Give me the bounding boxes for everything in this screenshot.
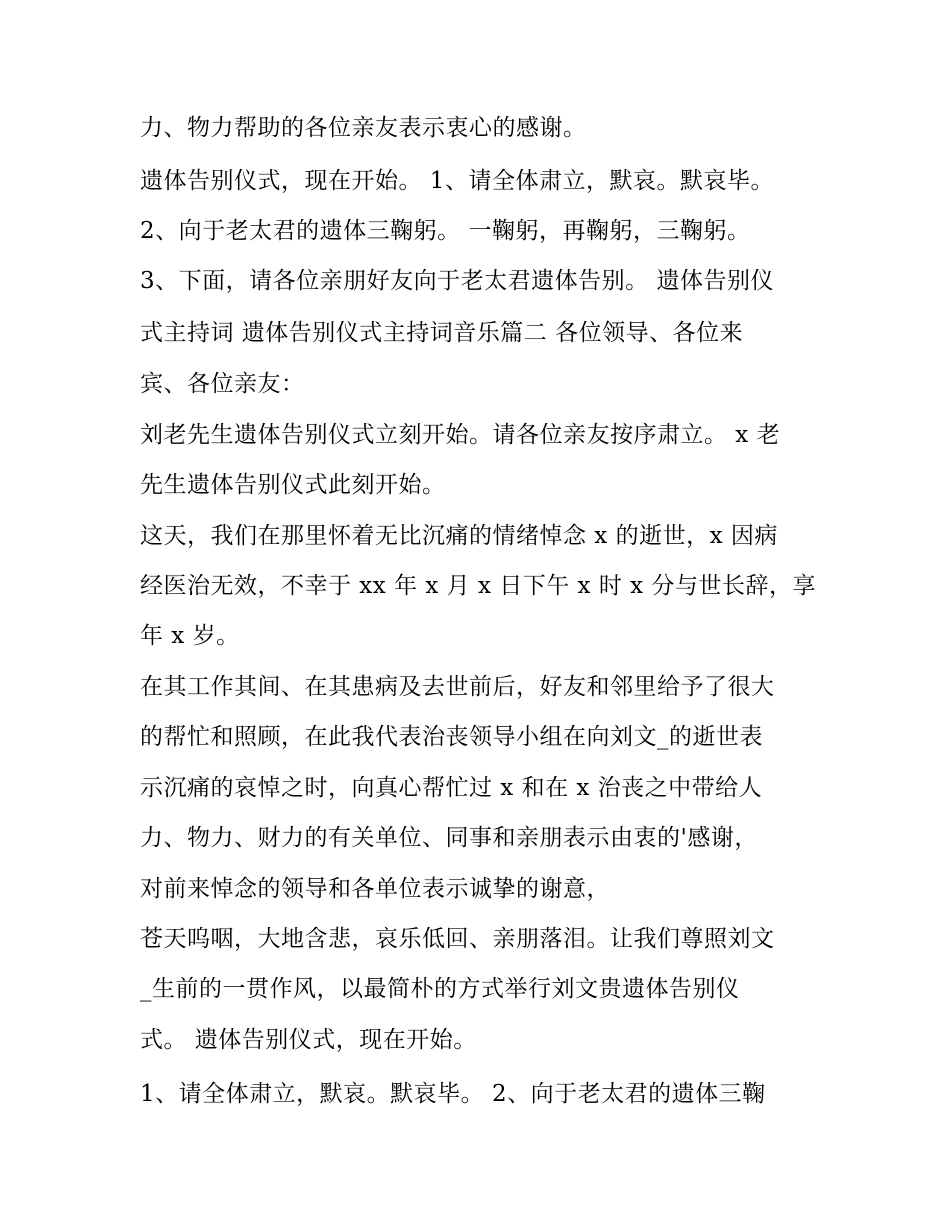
text-line: 的帮忙和照顾，在此我代表治丧领导小组在向刘文_的逝世表: [140, 724, 763, 750]
text-line: 2、向于老太君的遗体三鞠躬。 一鞠躬，再鞠躬，三鞠躬。: [140, 218, 751, 244]
text-line: 力、物力、财力的有关单位、同事和亲朋表示由衷的'感谢，: [140, 825, 758, 851]
text-line: 苍天呜咽，大地含悲，哀乐低回、亲朋落泪。让我们尊照刘文: [140, 926, 775, 952]
text-line: 先生遗体告别仪式此刻开始。: [140, 472, 446, 498]
text-line: 1、请全体肃立，默哀。默哀毕。 2、向于老太君的遗体三鞠: [140, 1081, 766, 1107]
text-line: 这天，我们在那里怀着无比沉痛的情绪悼念 x 的逝世，x 因病: [140, 523, 778, 549]
text-line: 刘老先生遗体告别仪式立刻开始。请各位亲友按序肃立。 x 老: [140, 422, 781, 448]
text-line: 力、物力帮助的各位亲友表示衷心的感谢。: [140, 115, 587, 141]
text-line: 3、下面，请各位亲朋好友向于老太君遗体告别。 遗体告别仪: [140, 268, 774, 294]
text-line: _生前的一贯作风，以最简朴的方式举行刘文贵遗体告别仪: [140, 976, 740, 1002]
text-line: 遗体告别仪式，现在开始。 1、请全体肃立，默哀。默哀毕。: [140, 168, 774, 194]
text-line: 年 x 岁。: [140, 623, 240, 649]
text-line: 宾、各位亲友：: [140, 371, 305, 397]
text-line: 对前来悼念的领导和各单位表示诚挚的谢意，: [140, 876, 610, 902]
text-line: 在其工作其间、在其患病及去世前后，好友和邻里给予了很大: [140, 674, 775, 700]
text-line: 示沉痛的哀悼之时，向真心帮忙过 x 和在 x 治丧之中带给人: [140, 775, 763, 801]
text-line: 式主持词 遗体告别仪式主持词音乐篇二 各位领导、各位来: [140, 320, 744, 346]
text-line: 经医治无效，不幸于 xx 年 x 月 x 日下午 x 时 x 分与世长辞，享: [140, 573, 816, 599]
text-line: 式。 遗体告别仪式，现在开始。: [140, 1027, 477, 1053]
